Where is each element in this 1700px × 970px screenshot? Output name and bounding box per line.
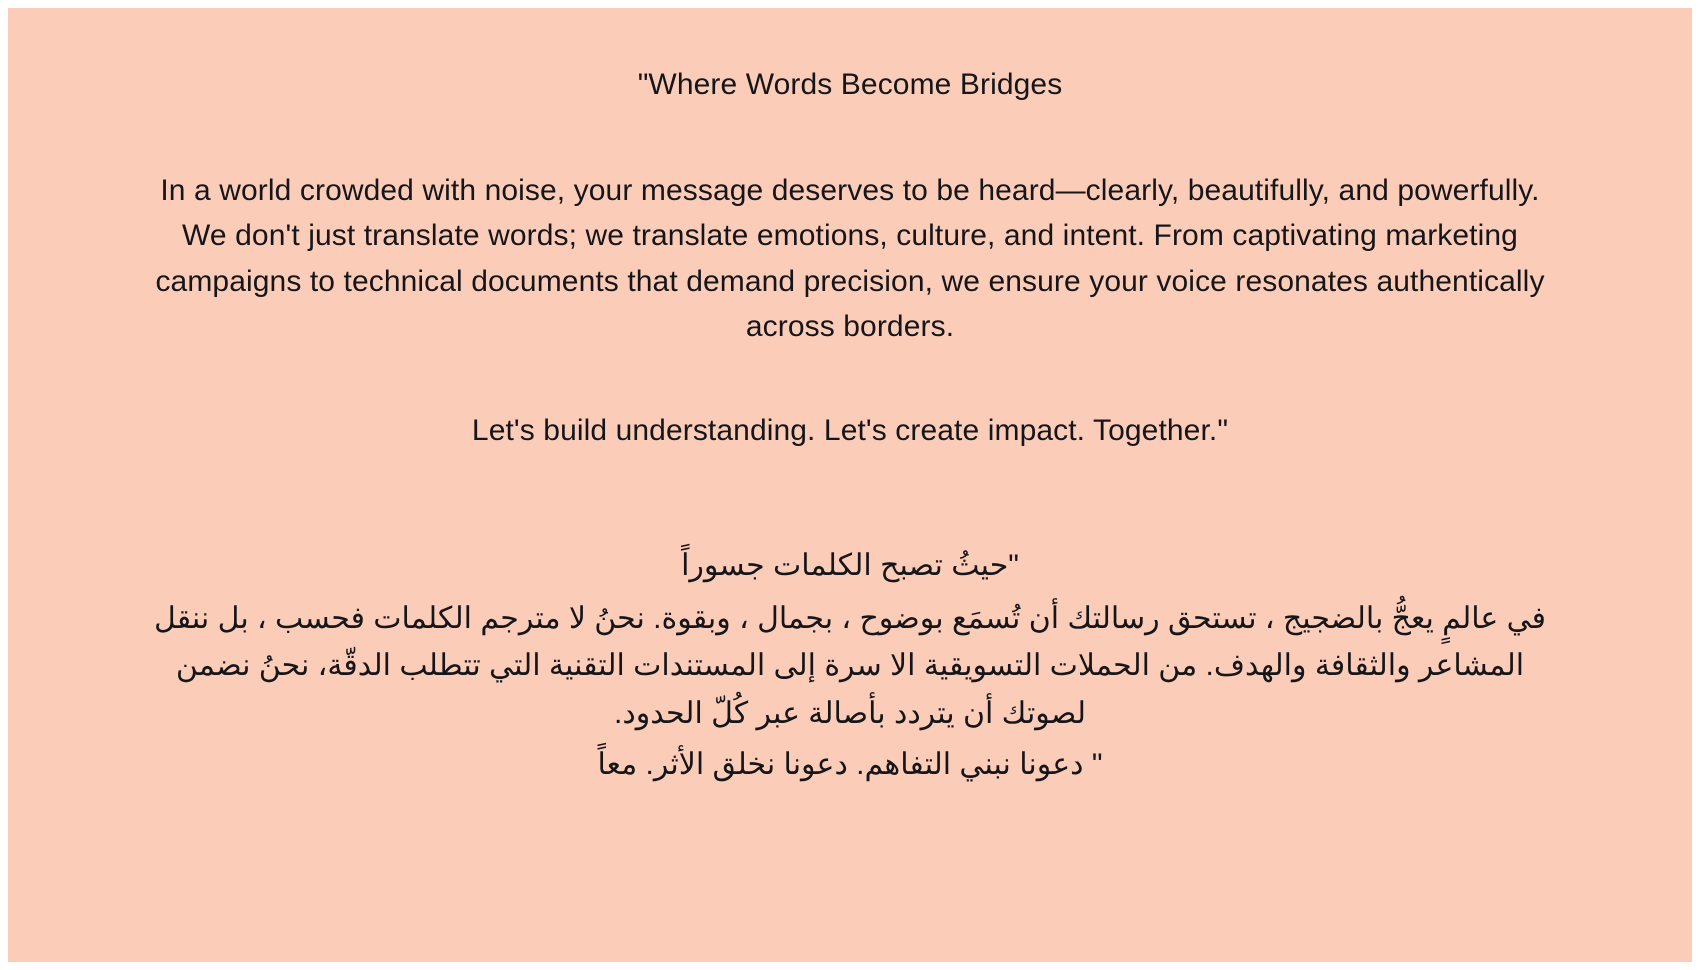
arabic-section xyxy=(128,542,1572,789)
arabic-body-paragraph: في عالمٍ يعجُّ بالضجيج ، تستحق رسالتك أن تُسمَع بوضوح ، بجمال ، وبقوة. نحنُ لا مترجم الكلمات فحسب ، بل ننقل المشاعر والثقافة والهدف. من الحملات التسويقية الا سرة إلى المستندات التقنية التي تتطلب الدقّة، نحنُ نضمن لصوتك أن يتردد بأصالة عبر كُلّ الحدود. xyxy=(153,601,1547,730)
document-canvas xyxy=(8,8,1692,962)
english-section xyxy=(128,62,1572,454)
arabic-title: "حيثُ تصبح الكلمات جسوراً xyxy=(681,548,1019,582)
english-closing-line: Let's build understanding. Let's create impact. Together." xyxy=(471,413,1229,447)
english-body-paragraph: In a world crowded with noise, your message deserves to be heard—clearly, beautifully, and powerfully. We don't just translate words; we translate emotions, culture, and intent. From captivating marketing campaigns to technical documents that demand precision, we ensure your voice resonates authentically across borders. xyxy=(155,173,1545,344)
english-title: "Where Words Become Bridges xyxy=(637,68,1063,101)
arabic-closing-line: " دعونا نبني التفاهم. دعونا نخلق الأثر. معاً xyxy=(597,748,1103,782)
